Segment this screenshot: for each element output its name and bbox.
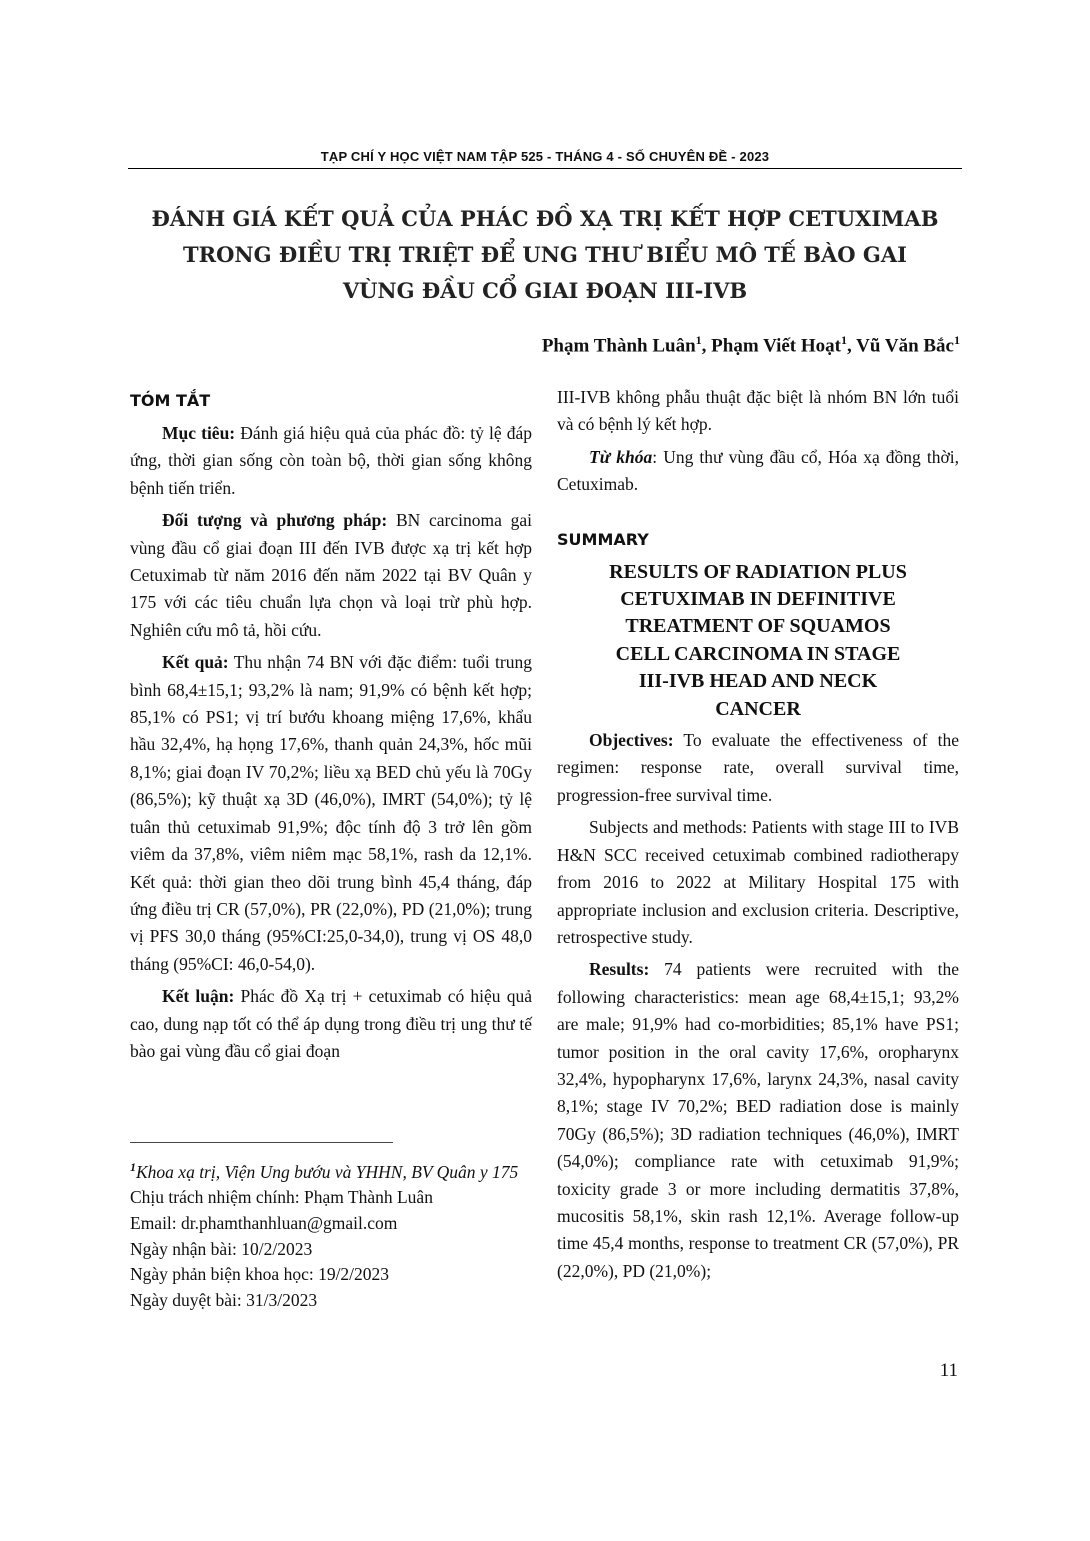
article-title	[128, 201, 962, 309]
footnote-divider	[130, 1142, 393, 1143]
paragraph-label: Kết luận:	[162, 986, 235, 1007]
affiliation-mark: 1	[130, 1160, 136, 1174]
keywords-label: Từ khóa	[589, 446, 653, 467]
author-affiliation-mark: 1	[840, 333, 847, 347]
accepted-date: Ngày duyệt bài: 31/3/2023	[130, 1289, 318, 1310]
en-results-paragraph	[557, 956, 959, 1285]
email-line: Email: dr.phamthanhluan@gmail.com	[130, 1213, 398, 1234]
vi-methods-paragraph	[130, 507, 532, 644]
author-name: Phạm Thành Luân	[541, 335, 696, 357]
author-name: Vũ Văn Bắc	[856, 335, 954, 357]
reviewed-date: Ngày phản biện khoa học: 19/2/2023	[130, 1264, 390, 1285]
page-number: 11	[939, 1360, 958, 1381]
paragraph-text: Subjects and methods: Patients with stage III to IVB H&N SCC received cetuximab combined radiotherapy from 2016 to 2022 at Military Hospital 175 with appropriate inclusion and exclusion criteria. Descriptive, retrospective study.	[557, 817, 959, 947]
paragraph-label: Results:	[589, 959, 650, 980]
vi-conclusion-continuation: III-IVB không phẫu thuật đặc biệt là nhóm BN lớn tuổi và có bệnh lý kết hợp.	[557, 387, 959, 435]
affiliation-text: Khoa xạ trị, Viện Ung bướu và YHHN, BV Quân y 175	[136, 1161, 519, 1182]
footnote-affiliation	[130, 1155, 540, 1185]
en-title-line: CANCER	[715, 697, 801, 720]
paragraph-label: Đối tượng và phương pháp:	[162, 510, 388, 531]
paragraph-text: Phác đồ Xạ trị + cetuximab có hiệu quả cao, dung nạp tốt có thể áp dụng trong điều trị ung thư tế bào gai vùng đầu cổ giai đoạn	[130, 986, 532, 1061]
left-column	[130, 384, 532, 1070]
header-divider	[128, 168, 962, 169]
en-methods-paragraph	[557, 814, 959, 951]
paragraph-text: BN carcinoma gai vùng đầu cổ giai đoạn III đến IVB được xạ trị kết hợp Cetuximab từ năm 2016 đến năm 2022 tại BV Quân y 175 với các tiêu chuẩn lựa chọn và loại trừ phù hợp. Nghiên cứu mô tả, hồi cứu.	[130, 510, 533, 640]
author-affiliation-mark: 1	[954, 333, 960, 347]
vi-objectives-paragraph	[130, 420, 532, 502]
en-article-title	[557, 559, 959, 723]
paragraph-label: Kết quả:	[162, 652, 229, 673]
paragraph-label: Objectives:	[589, 730, 674, 751]
paragraph-text: Đánh giá hiệu quả của phác đồ: tỷ lệ đáp ứng, thời gian sống còn toàn bộ, thời gian sống không bệnh tiến triển.	[130, 423, 532, 498]
en-objectives-paragraph	[557, 727, 959, 809]
author-separator: ,	[701, 335, 712, 357]
paragraph-label: Mục tiêu:	[162, 423, 236, 443]
vi-keywords	[557, 444, 959, 499]
corresponding-author: Chịu trách nhiệm chính: Phạm Thành Luân	[130, 1187, 433, 1208]
en-summary-heading: SUMMARY	[557, 529, 649, 549]
author-separator: ,	[846, 335, 857, 357]
title-line: VÙNG ĐẦU CỔ GIAI ĐOẠN III-IVB	[342, 278, 748, 303]
paragraph-text: To evaluate the effectiveness of the regimen: response rate, overall survival time, progression-free survival time.	[557, 730, 959, 805]
title-line: TRONG ĐIỀU TRỊ TRIỆT ĐỂ UNG THƯ BIỂU MÔ TẾ BÀO GAI	[183, 242, 907, 267]
author-list	[542, 333, 960, 357]
vi-conclusion-paragraph	[130, 983, 532, 1065]
en-title-line: CELL CARCINOMA IN STAGE	[615, 642, 901, 665]
keywords-text: : Ung thư vùng đầu cổ, Hóa xạ đồng thời, Cetuximab.	[557, 446, 959, 495]
en-title-line: III-IVB HEAD AND NECK	[638, 670, 878, 693]
paragraph-text: 74 patients were recruited with the following characteristics: mean age 68,4±15,1; 93,2% are male; 91,9% had co-morbidities; 85,1% have PS1; tumor position in the oral cavity 17,6%, oropharynx 32,4%, hypopharynx 17,6%, larynx 24,3%, nasal cavity 8,1%; stage IV 70,2%; BED radiation dose is mainly 70Gy (86,5%); 3D radiation techniques (46,0%), IMRT (54,0%); compliance rate with cetuximab 91,9%; toxicity grade 3 or more including dermatitis 37,8%, mucositis 58,1%, skin rash 12,1%. Average follow-up time 45,4 months, response to treatment CR (57,0%), PR (22,0%), PD (21,0%);	[557, 959, 959, 1281]
paragraph-text: Thu nhận 74 BN với đặc điểm: tuổi trung bình 68,4±15,1; 93,2% là nam; 91,9% có bệnh kết hợp; 85,1% có PS1; vị trí bướu khoang miệng 17,6%, khẩu hầu 32,4%, hạ họng 17,6%, thanh quản 24,3%, hốc mũi 8,1%; giai đoạn IV 70,2%; liều xạ BED chủ yếu là 70Gy (86,5%); kỹ thuật xạ 3D (46,0%), IMRT (54,0%); tỷ lệ tuân thủ cetuximab 91,9%; độc tính độ 3 trở lên gồm viêm da 37,8%, viêm niêm mạc 58,1%, rash da 12,1%. Kết quả: thời gian theo dõi trung bình 45,4 tháng, đáp ứng điều trị CR (57,0%), PR (22,0%), PD (21,0%); trung vị PFS 30,0 tháng (95%CI:25,0-34,0), trung vị OS 48,0 tháng (95%CI: 46,0-54,0).	[130, 652, 532, 974]
footnote	[130, 1155, 540, 1313]
vi-abstract-heading: TÓM TẮT	[130, 391, 211, 410]
en-title-line: CETUXIMAB IN DEFINITIVE	[620, 588, 896, 611]
journal-running-header: TẠP CHÍ Y HỌC VIỆT NAM TẬP 525 - THÁNG 4 - SỐ CHUYÊN ĐỀ - 2023	[320, 149, 770, 164]
right-column	[557, 384, 959, 1290]
title-line: ĐÁNH GIÁ KẾT QUẢ CỦA PHÁC ĐỒ XẠ TRỊ KẾT HỢP CETUXIMAB	[151, 206, 939, 231]
vi-results-paragraph	[130, 649, 532, 978]
author-name: Phạm Viết Hoạt	[711, 335, 841, 357]
en-title-line: RESULTS OF RADIATION PLUS	[609, 560, 907, 583]
en-title-line: TREATMENT OF SQUAMOS	[625, 615, 891, 638]
received-date: Ngày nhận bài: 10/2/2023	[130, 1238, 313, 1259]
author-affiliation-mark: 1	[695, 333, 702, 347]
